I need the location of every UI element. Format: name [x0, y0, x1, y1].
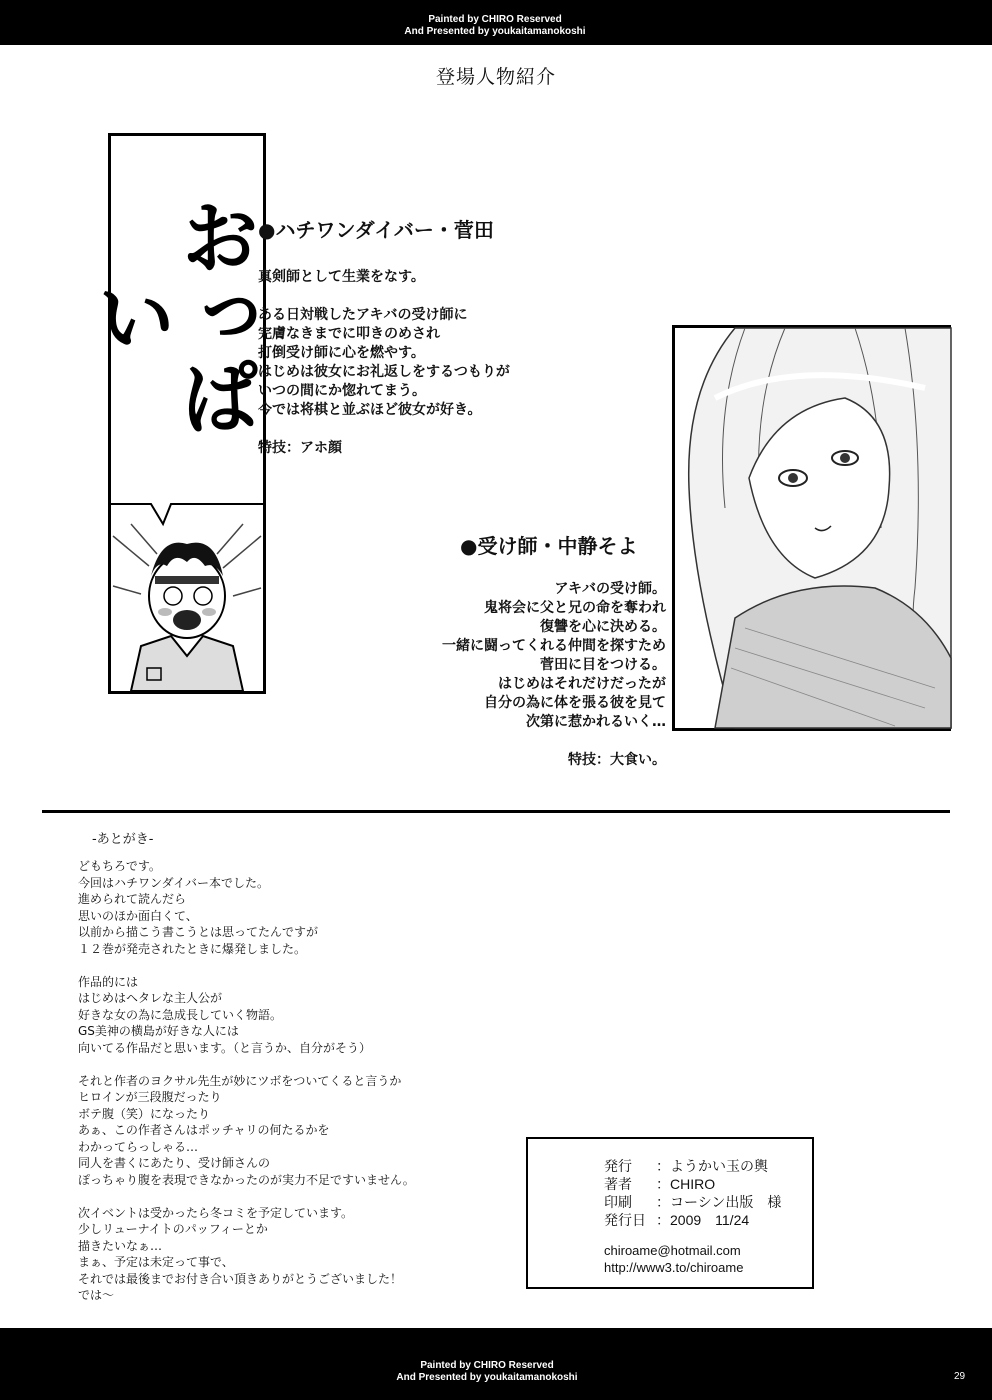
afterword-line: １２巻が発売されたときに爆発しました。	[78, 941, 307, 956]
character2-heading: ●受け師・中静そよ	[460, 534, 638, 558]
colophon-row-date	[604, 1211, 781, 1229]
colophon-value: ：ようかい玉の輿	[656, 1158, 768, 1174]
footer-credit-line2: And Presented by youkaitamanokoshi	[396, 1372, 578, 1383]
afterword-title: -あとがき-	[92, 832, 154, 847]
character1-line: はじめは彼女にお礼返しをするつもりが	[258, 364, 510, 380]
afterword-line: ぽっちゃり腹を表現できなかったのが実力不足ですいません。	[78, 1172, 415, 1187]
afterword-line: 好きな女の為に急成長していく物語。	[78, 1007, 283, 1022]
afterword-line: では～	[78, 1288, 115, 1302]
afterword-line: ボテ腹（笑）になったり	[78, 1106, 211, 1121]
afterword-line: はじめはヘタレな主人公が	[78, 991, 223, 1005]
character2-line: 次第に惹かれるいく…	[526, 714, 666, 730]
section-divider	[42, 810, 950, 813]
afterword-line: 少しリューナイトのパッフィーとか	[78, 1222, 268, 1236]
afterword-line: あぁ、この作者さんはポッチャリの何たるかを	[78, 1123, 330, 1137]
afterword-line: 次イベントは受かったら冬コミを予定しています。	[78, 1205, 354, 1220]
afterword-line: まぁ、予定は未定って事で、	[78, 1255, 234, 1269]
character2-line: アキバの受け師。	[554, 581, 666, 597]
afterword-line: GS美神の横島が好きな人には	[78, 1024, 239, 1038]
character1-line: 打倒受け師に心を燃やす。	[258, 345, 425, 361]
afterword-line: それでは最後までお付き合い頂きありがとうございました！	[78, 1271, 403, 1286]
afterword-line: それと作者のヨクサル先生が妙にツボをついてくると言うか	[78, 1073, 402, 1088]
soyo-illustration	[675, 328, 951, 728]
header-credit	[380, 14, 610, 38]
afterword-line: 以前から描こう書こうとは思ってたんですが	[78, 925, 319, 939]
character2-line: 自分の為に体を張る彼を見て	[484, 695, 666, 711]
afterword-body	[78, 858, 415, 1304]
character1-skill: 特技：アホ顔	[258, 440, 342, 456]
afterword-line: 思いのほか面白くて、	[78, 908, 198, 923]
character1-line: 完膚なきまでに叩きのめされ	[258, 326, 440, 342]
footer-credit-line1: Painted by CHIRO Reserved	[420, 1360, 554, 1371]
character1-line: ある日対戦したアキバの受け師に	[258, 307, 468, 323]
afterword-line: わかってらっしゃる…	[78, 1139, 199, 1154]
colophon-box	[526, 1137, 814, 1289]
afterword-line: 進められて読んだら	[78, 892, 187, 906]
afterword-line: 描きたいなぁ…	[78, 1238, 163, 1253]
header-band	[0, 0, 992, 45]
colophon-key: 印刷	[604, 1194, 632, 1210]
colophon-key: 発行日	[604, 1212, 646, 1228]
character1-heading: ●ハチワンダイバー・菅田	[258, 218, 494, 242]
sugata-illustration	[111, 496, 263, 691]
character2-line: 一緒に闘ってくれる仲間を探すため	[442, 638, 666, 654]
contact-url[interactable]: http://www3.to/chiroame	[604, 1260, 744, 1275]
colophon-value: ：2009 11/24	[656, 1212, 750, 1228]
colophon-key: 著者	[604, 1176, 632, 1192]
colophon-contact	[604, 1242, 743, 1276]
manga-panel-right	[672, 325, 951, 731]
character2-line: 復讐を心に決める。	[540, 619, 666, 635]
character2-line: 鬼将会に父と兄の命を奪われ	[484, 600, 666, 616]
footer-band	[0, 1328, 992, 1400]
header-credit-line1: Painted by CHIRO Reserved	[428, 14, 562, 25]
colophon-row-author	[604, 1175, 781, 1193]
panel-shout-text: おっぱい	[83, 196, 260, 436]
page-title: 登場人物紹介	[435, 66, 556, 88]
afterword-line: ヒロインが三段腹だったり	[78, 1090, 222, 1104]
character1-line: 真剣師として生業をなす。	[258, 269, 425, 285]
colophon-value: ：コーシン出版 様	[656, 1194, 782, 1210]
character2-line: はじめはそれだけだったが	[498, 676, 666, 692]
footer-credit	[372, 1360, 602, 1384]
character1-line: いつの間にか惚れてまう。	[258, 383, 426, 399]
character1-line: 今では将棋と並ぶほど彼女が好き。	[258, 402, 482, 418]
colophon-row-printer	[604, 1193, 781, 1211]
afterword-line: 今回はハチワンダイバー本でした。	[78, 875, 270, 890]
colophon-key: 発行	[604, 1158, 632, 1174]
afterword-line: 同人を書くにあたり、受け師さんの	[78, 1156, 271, 1170]
character2-description	[400, 580, 666, 770]
contact-email[interactable]: chiroame@hotmail.com	[604, 1243, 741, 1258]
colophon-details	[604, 1157, 781, 1229]
colophon-row-publisher	[604, 1157, 781, 1175]
header-credit-line2: And Presented by youkaitamanokoshi	[404, 26, 586, 37]
character2-skill: 特技：大食い。	[568, 752, 666, 768]
afterword-line: どもちろです。	[78, 859, 161, 873]
afterword-line: 向いてる作品だと思います。（と言うか、自分がそう）	[78, 1040, 372, 1055]
page-number: 29	[954, 1371, 966, 1382]
character1-description	[258, 268, 510, 458]
manga-panel-left	[83, 133, 266, 694]
colophon-value: ：CHIRO	[656, 1176, 716, 1192]
afterword-line: 作品的には	[78, 974, 139, 989]
character2-line: 菅田に目をつける。	[540, 657, 666, 673]
